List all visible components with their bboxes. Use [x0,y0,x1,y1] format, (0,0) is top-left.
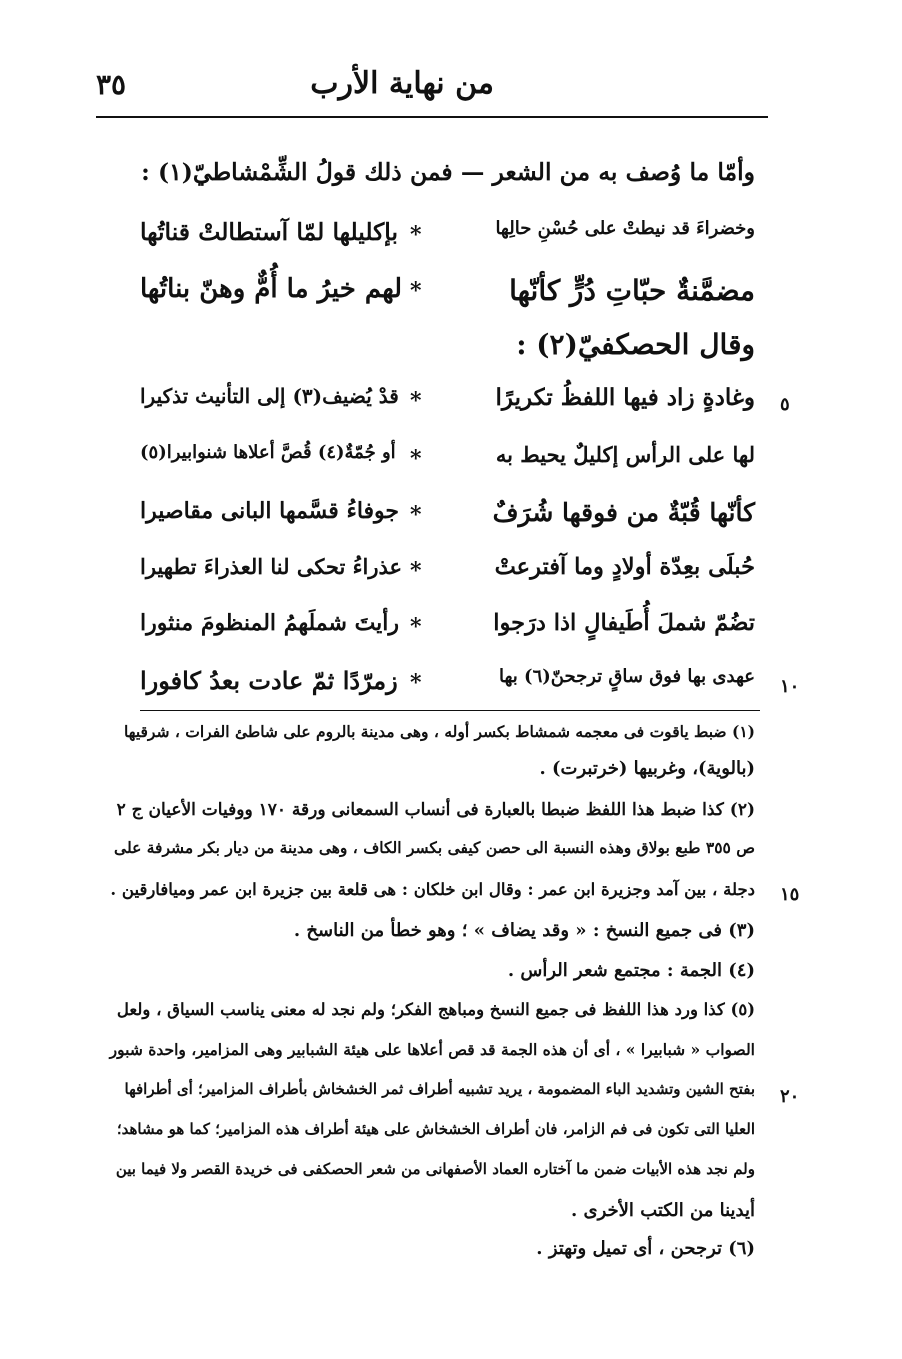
hemistich-right: مضمَّنةٌ حبّاتِ دُرٍّ كأنّها [509,274,755,307]
hemistich-right: وغادةٍ زاد فيها اللفظُ تكريرًا [495,384,755,411]
hemistich-left: قدْ يُضيف(٣) إلى التأنيث تذكيرا [140,384,399,408]
verse-separator: * [410,502,422,528]
footnote-line: (٤) الجمة : مجتمع شعر الرأس . [507,960,755,981]
verse-separator: * [410,670,422,696]
line-number-15: ١٥ [780,884,800,905]
verse-separator: * [410,278,422,304]
footnote-line: أيدينا من الكتب الأخرى . [570,1200,755,1221]
hemistich-left: أو جُمّةٌ(٤) قُصَّ أعلاها شنوابيرا(٥) [140,442,396,463]
footnote-line: (٦) ترجحن ، أى تميل وتهتز . [536,1238,755,1259]
hemistich-right: حُبلَى بعِدّة أولادٍ وما آفترعتْ [494,554,755,580]
verse-6 [140,554,755,604]
verse-5 [140,498,755,548]
footnote-line: (١) ضبط ياقوت فى معجمه شمشاط بكسر أوله ، وهى مدينة بالروم على شاطئ الفرات ، شرقيها [123,722,755,741]
hemistich-right: تضُمّ شملَ أُطَيفالٍ اذا درَجوا [493,610,755,636]
footnote-line: دجلة ، بين آمد وجزيرة ابن عمر : وقال ابن خلكان : هى قلعة بين جزيرة ابن عمر وميافارقين . [110,880,755,899]
hemistich-left: لهم خيرُ ما أُمٌّ وهنّ بناتُها [140,274,403,304]
hemistich-left: بإكليلها لمّا آستطالتْ قناتُها [140,218,398,246]
verse-8 [140,666,755,716]
verse-separator: * [410,222,422,248]
footnote-line: الصواب « شبابيرا » ، أى أن هذه الجمة قد قص أعلاها على هيئة الشبابير وهى المزامير، واحدة شبور [109,1040,755,1059]
header-rule [96,116,768,118]
intro-line: وأمّا ما وُصف به من الشعر — فمن ذلك قولُ الشِّمْشاطيّ(١) : [141,158,755,186]
hemistich-left: زمرّدًا ثمّ عادت بعدُ كافورا [140,666,398,695]
intro-line-2: وقال الحصكفيّ(٢) : [516,328,755,361]
hemistich-left: عذراءُ تحكى لنا العذراءَ تطهيرا [140,554,403,579]
hemistich-right: لها على الرأس إكليلٌ يحيط به [495,442,755,467]
hemistich-right: عهدى بها فوق ساقٍ ترجحنّ(٦) بها [499,666,755,687]
footnote-line: ولم نجد هذه الأبيات ضمن ما آختاره العماد الأصفهانى من شعر الحصكفى فى خريدة القصر ولا فيما بين [115,1160,755,1178]
line-number-5: ٥ [780,394,790,415]
verse-1 [140,218,755,268]
footnote-line: ص ٣٥٥ طبع بولاق وهذه النسبة الى حصن كيفى بكسر الكاف ، وهى مدينة من ديار بكر مشرفة على [114,838,755,857]
verse-4 [140,442,755,492]
verse-separator: * [410,558,422,584]
footnote-line: (٣) فى جميع النسخ : « وقد يضاف » ؛ وهو خطأ من الناسخ . [293,920,755,941]
footnote-rule [140,710,760,711]
footnote-line: (بالوية)، وغربيها (خرتبرت) . [539,758,755,779]
hemistich-left: جوفاءُ قسَّمها البانى مقاصيرا [140,498,400,524]
footnote-line: (٥) كذا ورد هذا اللفظ فى جميع النسخ ومباهج الفكر؛ ولم نجد له معنى يناسب السياق ، ولعل [116,1000,755,1019]
running-title: من نهاية الأرب [310,66,494,101]
hemistich-right: كأنّها قُبّةٌ من فوقها شُرَفٌ [492,498,755,527]
verse-separator: * [410,388,422,414]
hemistich-left: رأيتَ شملَهمُ المنظومَ منثورا [140,610,400,636]
line-number-20: ٢٠ [780,1086,800,1107]
verse-separator: * [410,614,422,640]
verse-separator: * [410,446,422,472]
footnote-line: بفتح الشين وتشديد الباء المضمومة ، يريد تشبيه أطراف ثمر الخشخاش بأطراف المزامير؛ أى أطرافها [124,1080,755,1098]
verse-2 [140,274,755,324]
line-number-10: ١٠ [780,676,800,697]
verse-3 [140,384,755,434]
verse-7 [140,610,755,660]
page-number: ٣٥ [96,68,127,101]
running-head [96,64,764,116]
footnote-line: العليا التى تكون فى فم الزامر، فان أطراف الخشخاش على هيئة أطراف هذه المزامير؛ كما هو مشاهد؛ [116,1120,755,1138]
footnote-line: (٢) كذا ضبط هذا اللفظ ضبطا بالعبارة فى أنساب السمعانى ورقة ١٧٠ ووفيات الأعيان ج ٢ [116,800,755,820]
hemistich-right: وخضراءَ قد نيطتْ على حُسْنِ حالِها [495,218,755,239]
